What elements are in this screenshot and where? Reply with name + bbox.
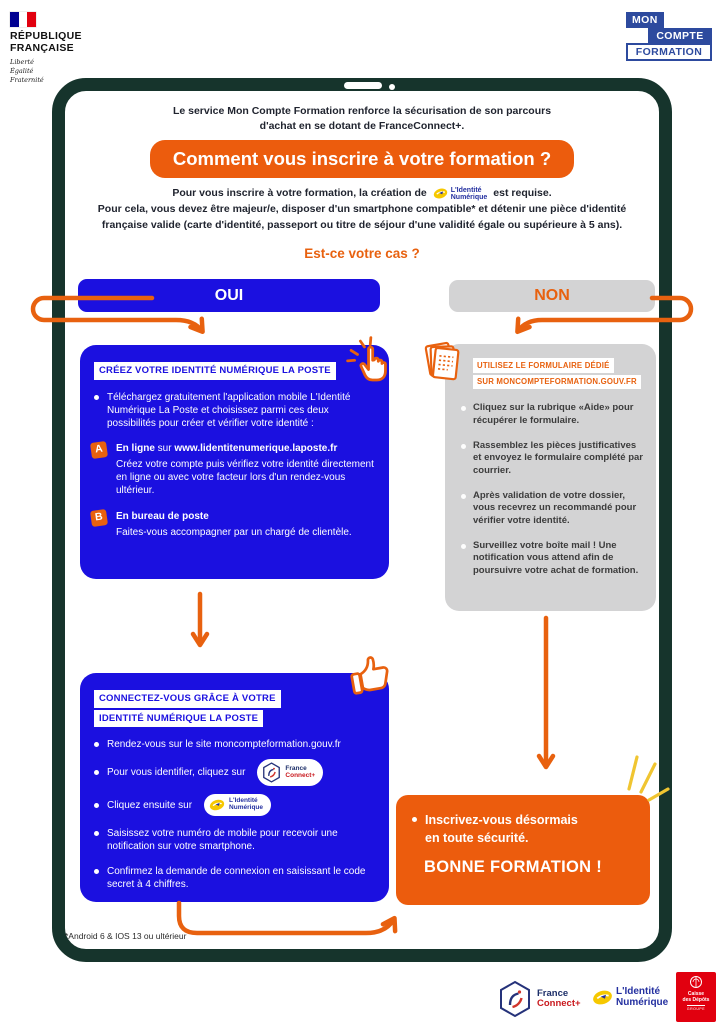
final-text: Inscrivez-vous désormais en toute sécurité. <box>425 813 578 846</box>
connect-box <box>80 673 389 902</box>
identite-numerique-swoosh-icon <box>592 987 613 1008</box>
franceconnect-hexagon-icon <box>262 762 281 783</box>
requirements-text: Pour vous inscrire à votre formation, la création de L'Identité Numérique est requise. Pour cela, vous devez être majeur/e, disposer d'un smartphone compatible* et détenir une pièce d'identité française valide (carte d'identité, passeport ou titre de séjour d'une validité égale ou supérieure à 5 ans). <box>97 186 627 231</box>
connect-bullet: Saisissez votre numéro de mobile pour recevoir une notification sur votre smartphone. <box>107 828 338 853</box>
connect-box-title-2: IDENTITÉ NUMÉRIQUE LA POSTE <box>94 710 263 728</box>
option-b-line: En bureau de poste <box>116 510 209 522</box>
franceconnect-pill-logo: France Connect+ <box>257 759 323 786</box>
form-bullet: Rassemblez les pièces justificatives et envoyez le formulaire complété par courrier. <box>473 439 644 476</box>
form-box-title-2: SUR MONCOMPTEFORMATION.GOUV.FR <box>473 375 641 390</box>
bullet-dot <box>94 395 99 400</box>
franceconnect-hexagon-icon <box>498 980 532 1018</box>
badge-b: B <box>90 509 108 527</box>
tablet-camera-dot <box>389 84 395 90</box>
connect-bullet: Confirmez la demande de connexion en saisissant le code secret à 4 chiffres. <box>107 865 366 890</box>
connect-bullet: Pour vous identifier, cliquez sur <box>107 767 246 779</box>
create-box-title: CRÉEZ VOTRE IDENTITÉ NUMÉRIQUE LA POSTE <box>94 362 336 380</box>
identite-numerique-swoosh-icon <box>433 186 448 201</box>
click-hand-icon <box>343 333 401 391</box>
option-a-line: En ligne sur www.lidentitenumerique.laposte.fr <box>116 443 338 455</box>
republique-label: RÉPUBLIQUE <box>10 30 82 42</box>
tablet-speaker-bar <box>344 82 382 89</box>
page-title: Comment vous inscrire à votre formation ? <box>150 140 574 178</box>
final-box <box>396 795 650 905</box>
republique-francaise-logo <box>10 12 120 84</box>
franceconnect-footer-logo: France Connect+ <box>498 980 581 1018</box>
identite-numerique-footer-logo: L'Identité Numérique <box>592 986 668 1008</box>
form-bullet: Cliquez sur la rubrique «Aide» pour récupérer le formulaire. <box>473 402 634 426</box>
question-text: Est-ce votre cas ? <box>304 246 420 261</box>
papers-icon <box>419 338 467 388</box>
caisse-emblem-icon <box>689 975 703 989</box>
option-a-desc: Créez votre compte puis vérifiez votre identité directement en ligne ou avec votre facteur lors d'un rendez-vous ultérieur. <box>116 459 374 497</box>
badge-a: A <box>90 441 108 459</box>
caisse-des-depots-logo: Caisse des Dépôts GROUPE <box>676 972 716 1022</box>
non-button[interactable]: NON <box>449 280 655 312</box>
create-box-intro: Téléchargez gratuitement l'application mobile L'Identité Numérique La Poste et choisissez parmi ces deux possibilités pour créer et vérifier votre identité : <box>107 391 351 429</box>
identite-numerique-pill-logo: L'Identité Numérique <box>204 794 271 816</box>
connect-bullet: Rendez-vous sur le site moncompteformation.gouv.fr <box>107 739 341 751</box>
francaise-label: FRANÇAISE <box>10 42 74 55</box>
intro-text: Le service Mon Compte Formation renforce la sécurisation de son parcours d'achat en se dotant de FranceConnect+. <box>172 105 552 133</box>
mon-compte-formation-logo: MON COMPTE FORMATION <box>626 12 712 61</box>
identite-numerique-inline-logo: L'Identité Numérique <box>433 186 488 201</box>
connect-box-title-1: CONNECTEZ-VOUS GRÂCE À VOTRE <box>94 690 281 708</box>
option-b-desc: Faites-vous accompagner par un chargé de clientèle. <box>116 526 352 538</box>
oui-button[interactable]: OUI <box>78 279 380 312</box>
form-box-title-1: UTILISEZ LE FORMULAIRE DÉDIÉ <box>473 358 614 373</box>
form-bullet: Surveillez votre boîte mail ! Une notification vous attend afin de poursuivre votre achat de formation. <box>473 540 639 576</box>
french-flag-icon <box>10 12 36 27</box>
thumb-up-icon <box>344 650 396 702</box>
motto: Liberté Égalité Fraternité <box>10 58 44 84</box>
form-box <box>445 344 656 611</box>
footnote: *Android 6 & IOS 13 ou ultérieur <box>65 931 187 941</box>
connect-bullet: Cliquez ensuite sur <box>107 799 193 811</box>
bonne-formation-text: BONNE FORMATION ! <box>424 858 603 877</box>
identite-numerique-swoosh-icon <box>209 797 225 813</box>
form-bullet: Après validation de votre dossier, vous recevrez un recommandé pour vérifier votre identité. <box>473 489 637 526</box>
